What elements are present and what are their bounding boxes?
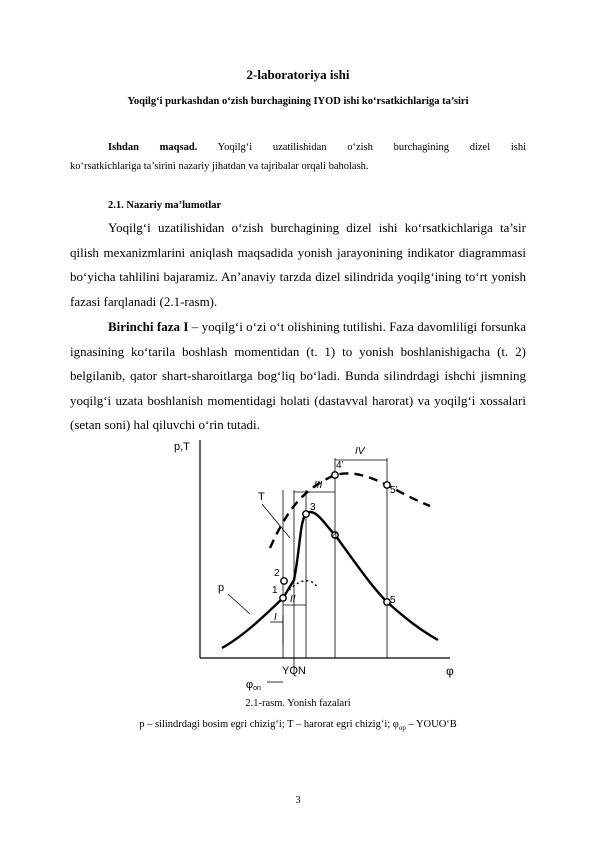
point-1 xyxy=(280,595,286,601)
x-axis-label: φ xyxy=(446,664,454,678)
paragraph-1: Yoqilg‘i uzatilishidan o‘zish burchagining dizel ishi ko‘rsatkichlariga ta’sir qilish mexanizmlarini aniqlash maqsadida yonish jarayonining indikator diagrammasi bo‘yicha tahlilini bajaramiz. An’anaviy tarzda dizel silindrida yoqilg‘ining to‘rt yonish fazasi farqlanadi (2.1-rasm). xyxy=(70,220,526,309)
curve-label-p: p xyxy=(218,582,225,594)
phi-on-label: φon xyxy=(246,679,261,692)
point-label-3: 3 xyxy=(310,502,316,513)
point-2 xyxy=(281,578,287,584)
point-4-prime xyxy=(332,472,338,478)
section-heading: 2.1. Nazariy ma’lumotlar xyxy=(108,200,222,211)
paragraph-2 xyxy=(70,315,526,438)
figure-caption: 2.1-rasm. Yonish fazalari xyxy=(245,698,351,709)
point-label-5-prime: 5’ xyxy=(390,485,398,496)
aim-paragraph xyxy=(70,138,526,176)
paragraph-2-bold: Birinchi faza I xyxy=(108,319,189,334)
aim-line1: Yoqilg‘i uzatilishidan o‘zish burchagining dizel ishi xyxy=(197,142,527,153)
phase-label-III: III xyxy=(314,480,323,491)
point-label-2: 2 xyxy=(274,568,280,579)
curve-label-T: T xyxy=(258,491,265,503)
phase-label-II: II xyxy=(290,594,296,605)
phase-label-IV: IV xyxy=(355,446,365,457)
leader-p xyxy=(228,594,250,614)
combustion-phases-diagram xyxy=(150,430,470,692)
point-label-4: 4 xyxy=(332,531,338,542)
lab-subtitle: Yoqilg‘i purkashdan o‘zish burchagining IYOD ishi ko‘rsatkichlariga ta’siri xyxy=(127,96,469,107)
y-axis-label: p,T xyxy=(174,441,190,453)
aim-label: Ishdan maqsad. xyxy=(108,142,198,153)
aim-line2: ko‘rsatkichlariga ta’sirini nazariy jihatdan va tajribalar orqali baholash. xyxy=(70,161,369,172)
point-label-4-prime: 4’ xyxy=(336,460,344,471)
phase-label-I: I xyxy=(274,612,277,623)
pressure-curve xyxy=(222,512,438,648)
paragraph-2-text: – yoqilg‘i o‘zi o‘t olishining tutilishi. Faza davomliligi forsunka ignasining ko‘tarila boshlash momentidan (t. 1) to yonish boshlanishigacha (t. 2) belgilanib, qator shart-sharoitlarga bog‘liq bo‘ladi. Bunda silindrdagi ishchi jismning yoqilg‘i uzata boshlanish momentidagi holati (dastavval harorat) va yoqilg‘i xossalari (setan soni) hal qiluvchi o‘rin tutadi. xyxy=(70,319,526,433)
lab-title: 2-laboratoriya ishi xyxy=(246,67,350,82)
figure-legend: p – silindrdagi bosim egri chizig‘i; T – harorat egri chizig‘i; $\varphi_{op}$ – YOUO‘B xyxy=(139,719,457,733)
point-label-5: 5 xyxy=(390,595,396,606)
point-3 xyxy=(303,511,309,517)
page-number: 3 xyxy=(295,795,301,806)
tdc-label: YQN xyxy=(282,665,306,677)
point-label-1: 1 xyxy=(272,585,278,596)
